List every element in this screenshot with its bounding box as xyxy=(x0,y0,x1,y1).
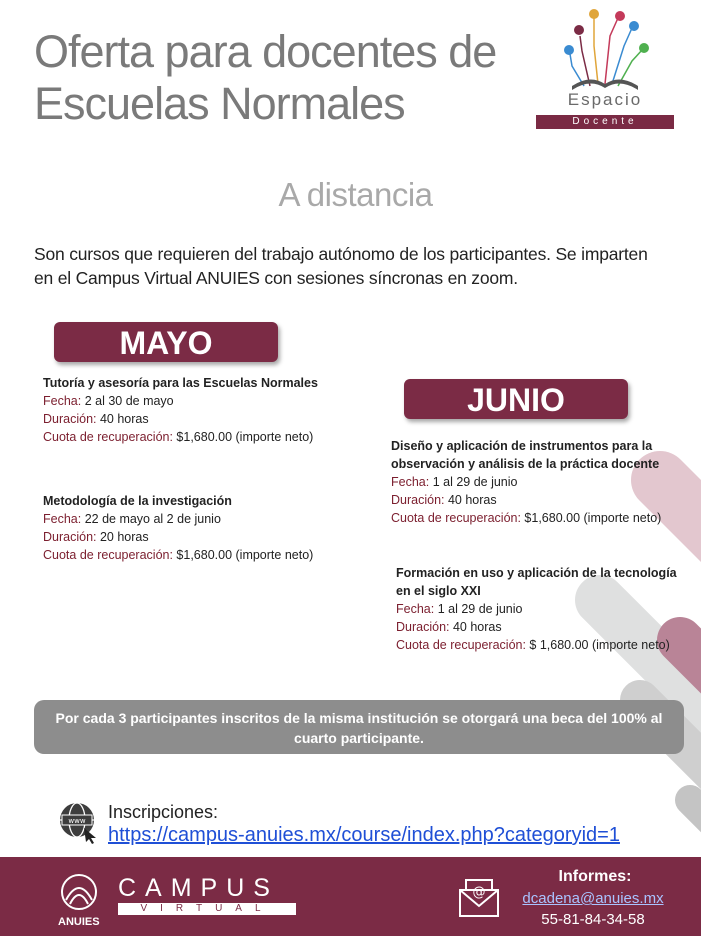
www-icon xyxy=(58,800,98,844)
course-cuota xyxy=(43,428,333,446)
anuies-label: ANUIES xyxy=(58,916,100,928)
course-title: Tutoría y asesoría para las Escuelas Normales xyxy=(43,376,318,390)
duracion-value: 40 horas xyxy=(449,620,502,634)
course-duracion xyxy=(391,491,681,509)
page-subtitle xyxy=(0,176,701,214)
cuota-label: Cuota de recuperación: xyxy=(43,430,173,444)
logo-name: Espacio xyxy=(567,90,643,109)
email-icon xyxy=(458,876,500,918)
course-fecha xyxy=(43,510,333,528)
course-title: Formación en uso y aplicación de la tecnología en el siglo XXI xyxy=(396,566,677,598)
fecha-value: 1 al 29 de junio xyxy=(429,475,518,489)
virtual-label: VIRTUAL xyxy=(118,903,296,915)
informes-email-link[interactable]: dcadena@anuies.mx xyxy=(522,890,664,907)
course-cuota xyxy=(396,636,682,654)
course-duracion xyxy=(43,528,333,546)
logo-bar: Docente xyxy=(536,115,674,129)
fecha-value: 2 al 30 de mayo xyxy=(81,394,174,408)
fecha-value: 22 de mayo al 2 de junio xyxy=(81,512,221,526)
fecha-label: Fecha: xyxy=(43,512,82,526)
duracion-value: 40 horas xyxy=(96,412,149,426)
month-heading-junio: JUNIO xyxy=(404,379,628,419)
course-cuota xyxy=(43,546,333,564)
cuota-label: Cuota de recuperación: xyxy=(391,511,521,525)
fecha-label: Fecha: xyxy=(43,394,82,408)
page-title xyxy=(34,26,554,130)
fecha-label: Fecha: xyxy=(396,602,435,616)
course-title: Diseño y aplicación de instrumentos para la observación y análisis de la práctica docente xyxy=(391,439,660,471)
fecha-value: 1 al 29 de junio xyxy=(434,602,523,616)
cuota-value: $1,680.00 (importe neto) xyxy=(172,430,314,444)
anuies-logo-icon xyxy=(56,870,102,922)
month-heading-mayo: MAYO xyxy=(54,322,278,362)
cuota-value: $ 1,680.00 (importe neto) xyxy=(525,638,670,652)
cuota-value: $1,680.00 (importe neto) xyxy=(520,511,662,525)
course-tutoria xyxy=(43,374,333,446)
course-cuota xyxy=(391,509,681,527)
espacio-docente-logo xyxy=(532,6,678,130)
duracion-label: Duración: xyxy=(43,530,97,544)
beca-banner: Por cada 3 participantes inscritos de la misma institución se otorgará una beca del 100% al cuarto participante. xyxy=(34,700,684,754)
cuota-value: $1,680.00 (importe neto) xyxy=(172,548,314,562)
course-diseno-instrumentos xyxy=(391,437,681,527)
cuota-label: Cuota de recuperación: xyxy=(43,548,173,562)
title-line-2: Escuelas Normales xyxy=(34,78,405,129)
course-formacion-tecnologia xyxy=(396,564,682,654)
duracion-label: Duración: xyxy=(396,620,450,634)
duracion-value: 40 horas xyxy=(444,493,497,507)
cuota-label: Cuota de recuperación: xyxy=(396,638,526,652)
duracion-label: Duración: xyxy=(43,412,97,426)
title-line-1: Oferta para docentes de xyxy=(34,26,497,77)
inscripciones-link[interactable]: https://campus-anuies.mx/course/index.php?categoryid=1 xyxy=(108,824,620,846)
course-fecha xyxy=(43,392,333,410)
fecha-label: Fecha: xyxy=(391,475,430,489)
course-fecha xyxy=(396,600,682,618)
intro-paragraph: Son cursos que requieren del trabajo autónomo de los participantes. Se imparten en el Campus Virtual ANUIES con sesiones síncronas en zoom. xyxy=(34,244,648,288)
svg-text:www: www xyxy=(68,817,86,825)
course-duracion xyxy=(396,618,682,636)
course-duracion xyxy=(43,410,333,428)
course-metodologia xyxy=(43,492,333,564)
duracion-value: 20 horas xyxy=(96,530,149,544)
campus-label: CAMPUS xyxy=(118,874,279,902)
inscripciones-label: Inscripciones: xyxy=(108,802,219,822)
course-fecha xyxy=(391,473,681,491)
svg-text:@: @ xyxy=(472,885,486,900)
informes-label: Informes: xyxy=(558,868,632,885)
subtitle-text: A distancia xyxy=(278,176,433,213)
course-title: Metodología de la investigación xyxy=(43,494,232,508)
informes-phone: 55-81-84-34-58 xyxy=(541,911,645,928)
duracion-label: Duración: xyxy=(391,493,445,507)
